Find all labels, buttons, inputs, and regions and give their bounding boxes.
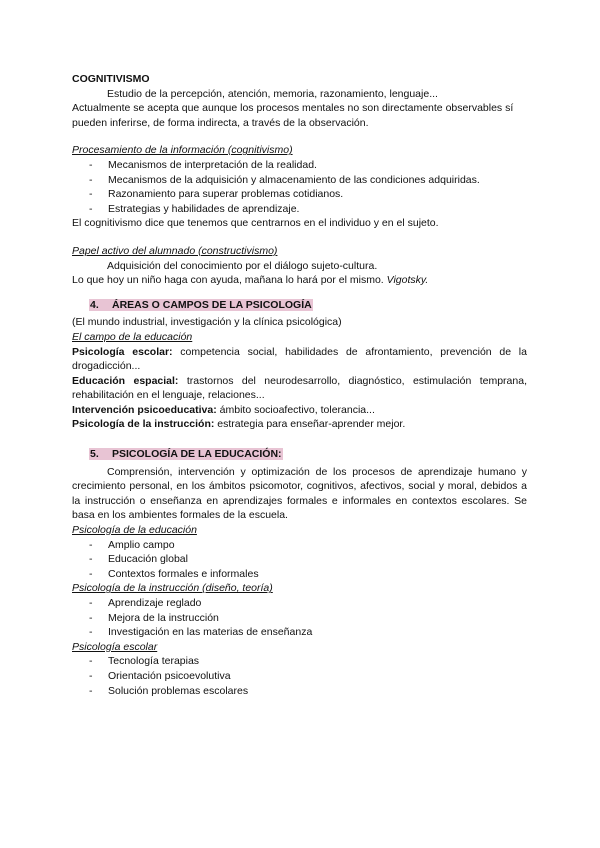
paragraph: Estudio de la percepción, atención, memoria, razonamiento, lenguaje...	[107, 87, 438, 100]
list-item: - Razonamiento para superar problemas cotidianos.	[72, 187, 527, 202]
list-item: - Estrategias y habilidades de aprendizaje.	[72, 202, 527, 217]
section-number: 4.	[90, 298, 99, 311]
definition-item	[72, 403, 527, 418]
subheading: Psicología de la educación	[72, 524, 197, 537]
definition-item	[72, 374, 527, 403]
page-content	[72, 72, 527, 698]
subheading: Psicología de la instrucción (diseño, teoría)	[72, 582, 273, 595]
bullet-list	[72, 158, 527, 216]
bullet-list	[72, 538, 527, 582]
term: Psicología de la instrucción:	[72, 418, 215, 431]
section-title: ÁREAS O CAMPOS DE LA PSICOLOGÍA	[112, 298, 312, 311]
paragraph: (El mundo industrial, investigación y la clínica psicológica)	[72, 316, 342, 329]
list-item: - Mecanismos de la adquisición y almacenamiento de las condiciones adquiridas.	[72, 173, 527, 188]
definition-item	[72, 417, 527, 432]
list-item: - Orientación psicoevolutiva	[72, 669, 527, 684]
list-item: - Mejora de la instrucción	[72, 611, 527, 626]
list-item: - Amplio campo	[72, 538, 527, 553]
quote-author: Vigotsky.	[386, 274, 429, 287]
paragraph: Adquisición del conocimiento por el diálogo sujeto-cultura.	[107, 259, 378, 272]
list-item: - Investigación en las materias de enseñanza	[72, 625, 527, 640]
definition-item	[72, 345, 527, 374]
quote-text: Lo que hoy un niño haga con ayuda, mañana lo hará por el mismo.	[72, 274, 384, 287]
definition: competencia social, habilidades de afrontamiento, prevención de la drogadicción...	[72, 345, 527, 373]
definition: ámbito socioafectivo, tolerancia...	[219, 403, 375, 416]
paragraph: El cognitivismo dice que tenemos que centrarnos en el individuo y en el sujeto.	[72, 217, 439, 230]
cognitivismo-heading: COGNITIVISMO	[72, 73, 150, 85]
section-4-heading	[72, 298, 527, 313]
subheading: El campo de la educación	[72, 330, 193, 343]
bullet-list	[72, 654, 527, 698]
list-item: - Educación global	[72, 552, 527, 567]
definition: estrategia para enseñar-aprender mejor.	[217, 418, 406, 431]
list-item: - Tecnología terapias	[72, 654, 527, 669]
term: Psicología escolar:	[72, 345, 173, 358]
list-item: - Solución problemas escolares	[72, 684, 527, 699]
paragraph: Actualmente se acepta que aunque los procesos mentales no son directamente observables sí pueden inferirse, de forma indirecta, a través de la observación.	[72, 102, 514, 129]
paragraph	[72, 273, 527, 288]
subheading: Psicología escolar	[72, 640, 158, 653]
section-5-heading	[72, 447, 527, 462]
section-title: PSICOLOGÍA DE LA EDUCACIÓN:	[112, 448, 282, 461]
subheading: Papel activo del alumnado (constructivismo)	[72, 244, 278, 257]
list-item: - Mecanismos de interpretación de la realidad.	[72, 158, 527, 173]
list-item: - Aprendizaje reglado	[72, 596, 527, 611]
paragraph: Comprensión, intervención y optimización de los procesos de aprendizaje humano y crecimiento personal, en los ámbitos psicomotor, cognitivos, afectivos, social y moral, debidos a la instrucción o enseñanza en aprendizajes formales e informales en contextos escolares. Se basa en los ambientes formales de la escuela.	[72, 465, 527, 522]
term: Educación espacial:	[72, 374, 179, 387]
bullet-list	[72, 596, 527, 640]
list-item: - Contextos formales e informales	[72, 567, 527, 582]
section-number: 5.	[90, 448, 99, 461]
subheading: Procesamiento de la información (cognitivismo)	[72, 144, 293, 157]
term: Intervención psicoeducativa:	[72, 403, 217, 416]
definition: trastornos del neurodesarrollo, diagnóstico, estimulación temprana, rehabilitación en el lenguaje, relaciones...	[72, 374, 527, 402]
